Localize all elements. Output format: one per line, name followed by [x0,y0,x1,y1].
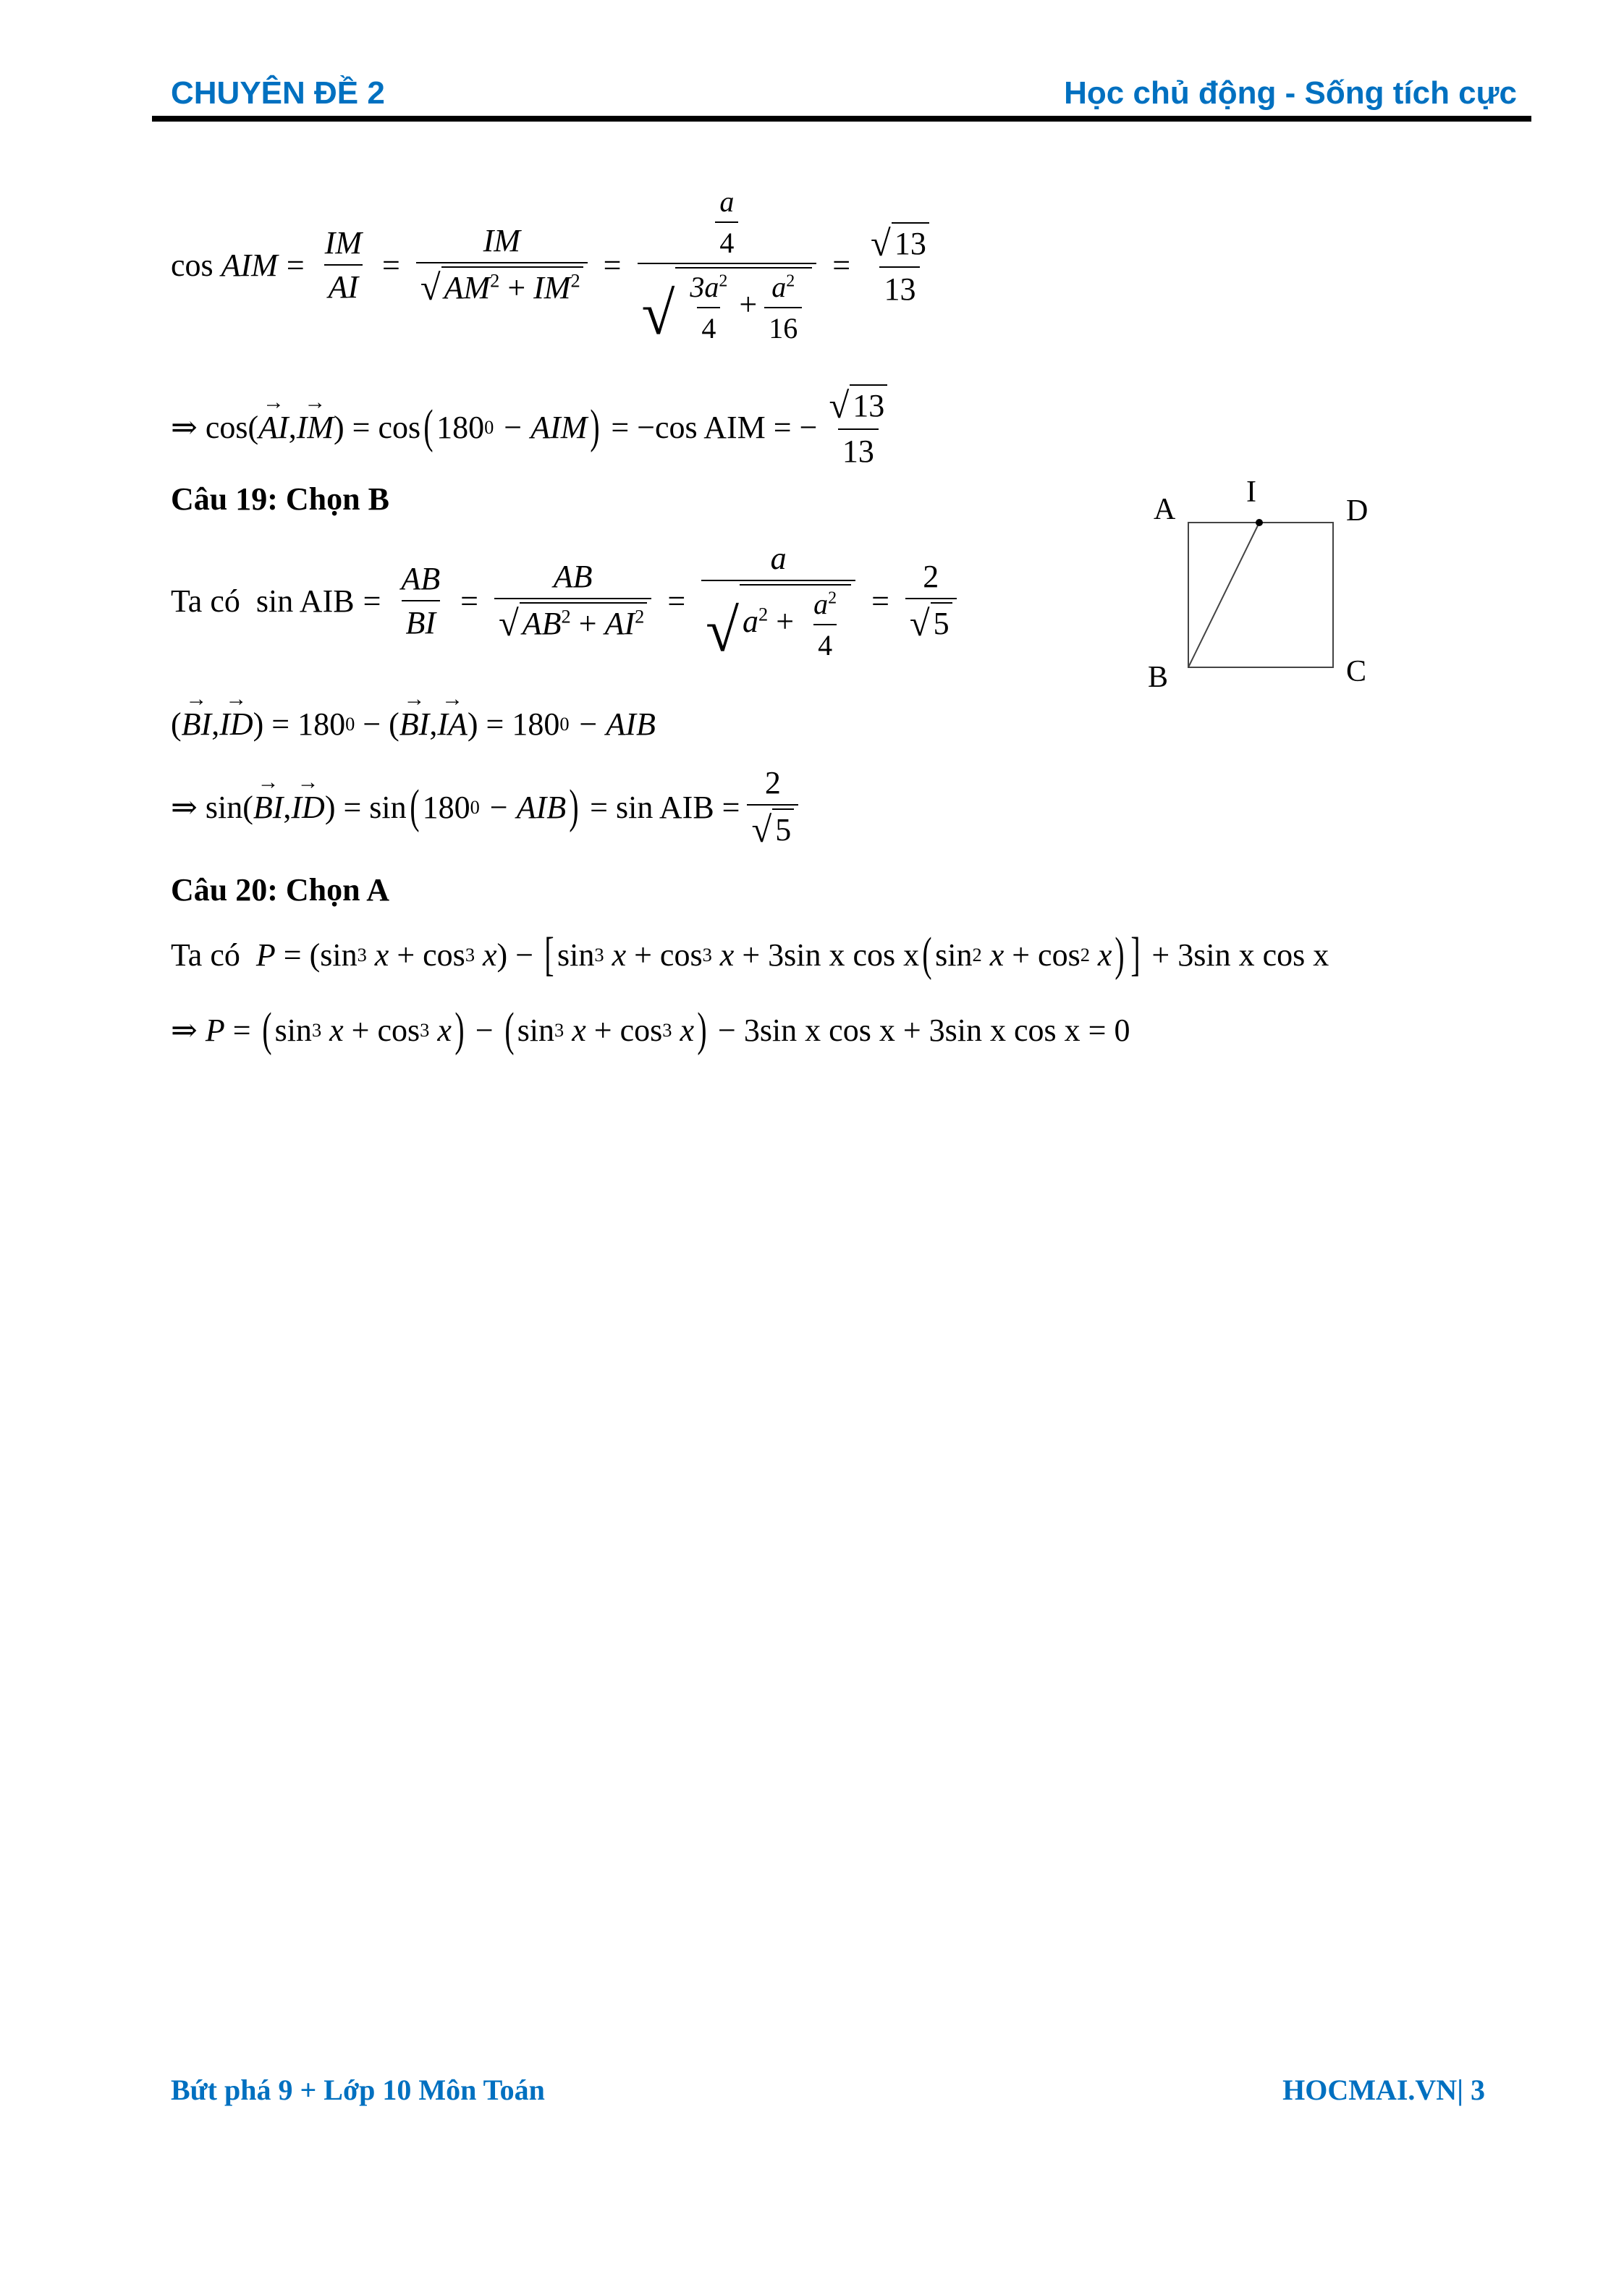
segment-bi [1188,523,1259,667]
formula-p-expand: Ta có P = ( sin 3 x + cos 3 x ) − [ sin 3 x + cos 3 x + 3sin x cos x ( sin 2 x + cos 2 x ) ] + 3sin x cos x [171,928,1329,981]
frac-sqrt13-13: √ 13 13 [866,222,934,308]
frac-im-ai: $\frac{IM}{AI}$ [324,225,362,305]
square-abcd [1188,523,1333,667]
frac-a4-sqrt: $\frac{a}{4}$ √ $\frac{3a^2}{4}$ + $\frac{a^2}{16}$ [638,185,817,345]
formula-p-result: ⇒ P = ( sin 3 x + cos 3 x ) − ( sin 3 x + cos 3 x ) − 3sin x cos x + 3sin x cos x = 0 [171,1003,1130,1056]
label-d: D [1346,494,1369,528]
label-b: B [1148,661,1169,694]
question-20-heading: Câu 20: Chọn A [171,872,389,908]
angle-aim: AIM [221,247,278,283]
frac-im-sqrt: IM √ $AM^2 + IM^2$ [416,222,588,308]
square-figure [1141,475,1372,692]
footer-course: Bứt phá 9 + Lớp 10 Môn Toán [171,2074,545,2106]
formula-cos-aim: cos AIM = $\frac{IM}{AI}$ = IM √ $AM^2 + IM^2$ = $\frac{a}{4}$ √ $\frac{3a^2}{4}$ + $\frac{a^2}{16}$ = √ 13 13 [171,171,941,359]
question-19-heading: Câu 19: Chọn B [171,481,389,517]
formula-cos-vector: ⇒ cos( AI → , IM → ) = cos ( 180 0 − AIM ) = −cos AIM = − √ 13 13 [171,376,899,478]
vector-im: IM → [297,409,334,446]
formula-sin-bi-id: ⇒ sin( BI → , ID → ) = sin ( 180 0 − AIB ) = sin AIB = 2 √ 5 [171,760,805,854]
vector-ai: AI → [258,409,289,446]
point-i [1256,519,1263,526]
footer-page: HOCMAI.VN| 3 [1282,2074,1485,2106]
header-slogan: Học chủ động - Sống tích cực [1064,75,1517,111]
formula-sin-aib: Ta có sin AIB = $\frac{AB}{BI}$ = AB √ $AB^2 + AI^2$ = a √ $a^2$ + $\frac{a^2}{4}$ = 2 √ 5 [171,521,964,680]
frac-neg-sqrt13: √ 13 13 [824,384,892,470]
formula-angle-bi-id: ( BI → , ID → ) = 180 0 − ( BI → , IA → ) = 180 0 − AIB [171,695,656,753]
label-c: C [1346,655,1367,688]
header-rule [152,116,1531,122]
label-i: I [1246,476,1256,509]
header-title: CHUYÊN ĐỀ 2 [171,75,385,111]
label-a: A [1154,493,1176,526]
cos-label: cos [171,247,213,283]
